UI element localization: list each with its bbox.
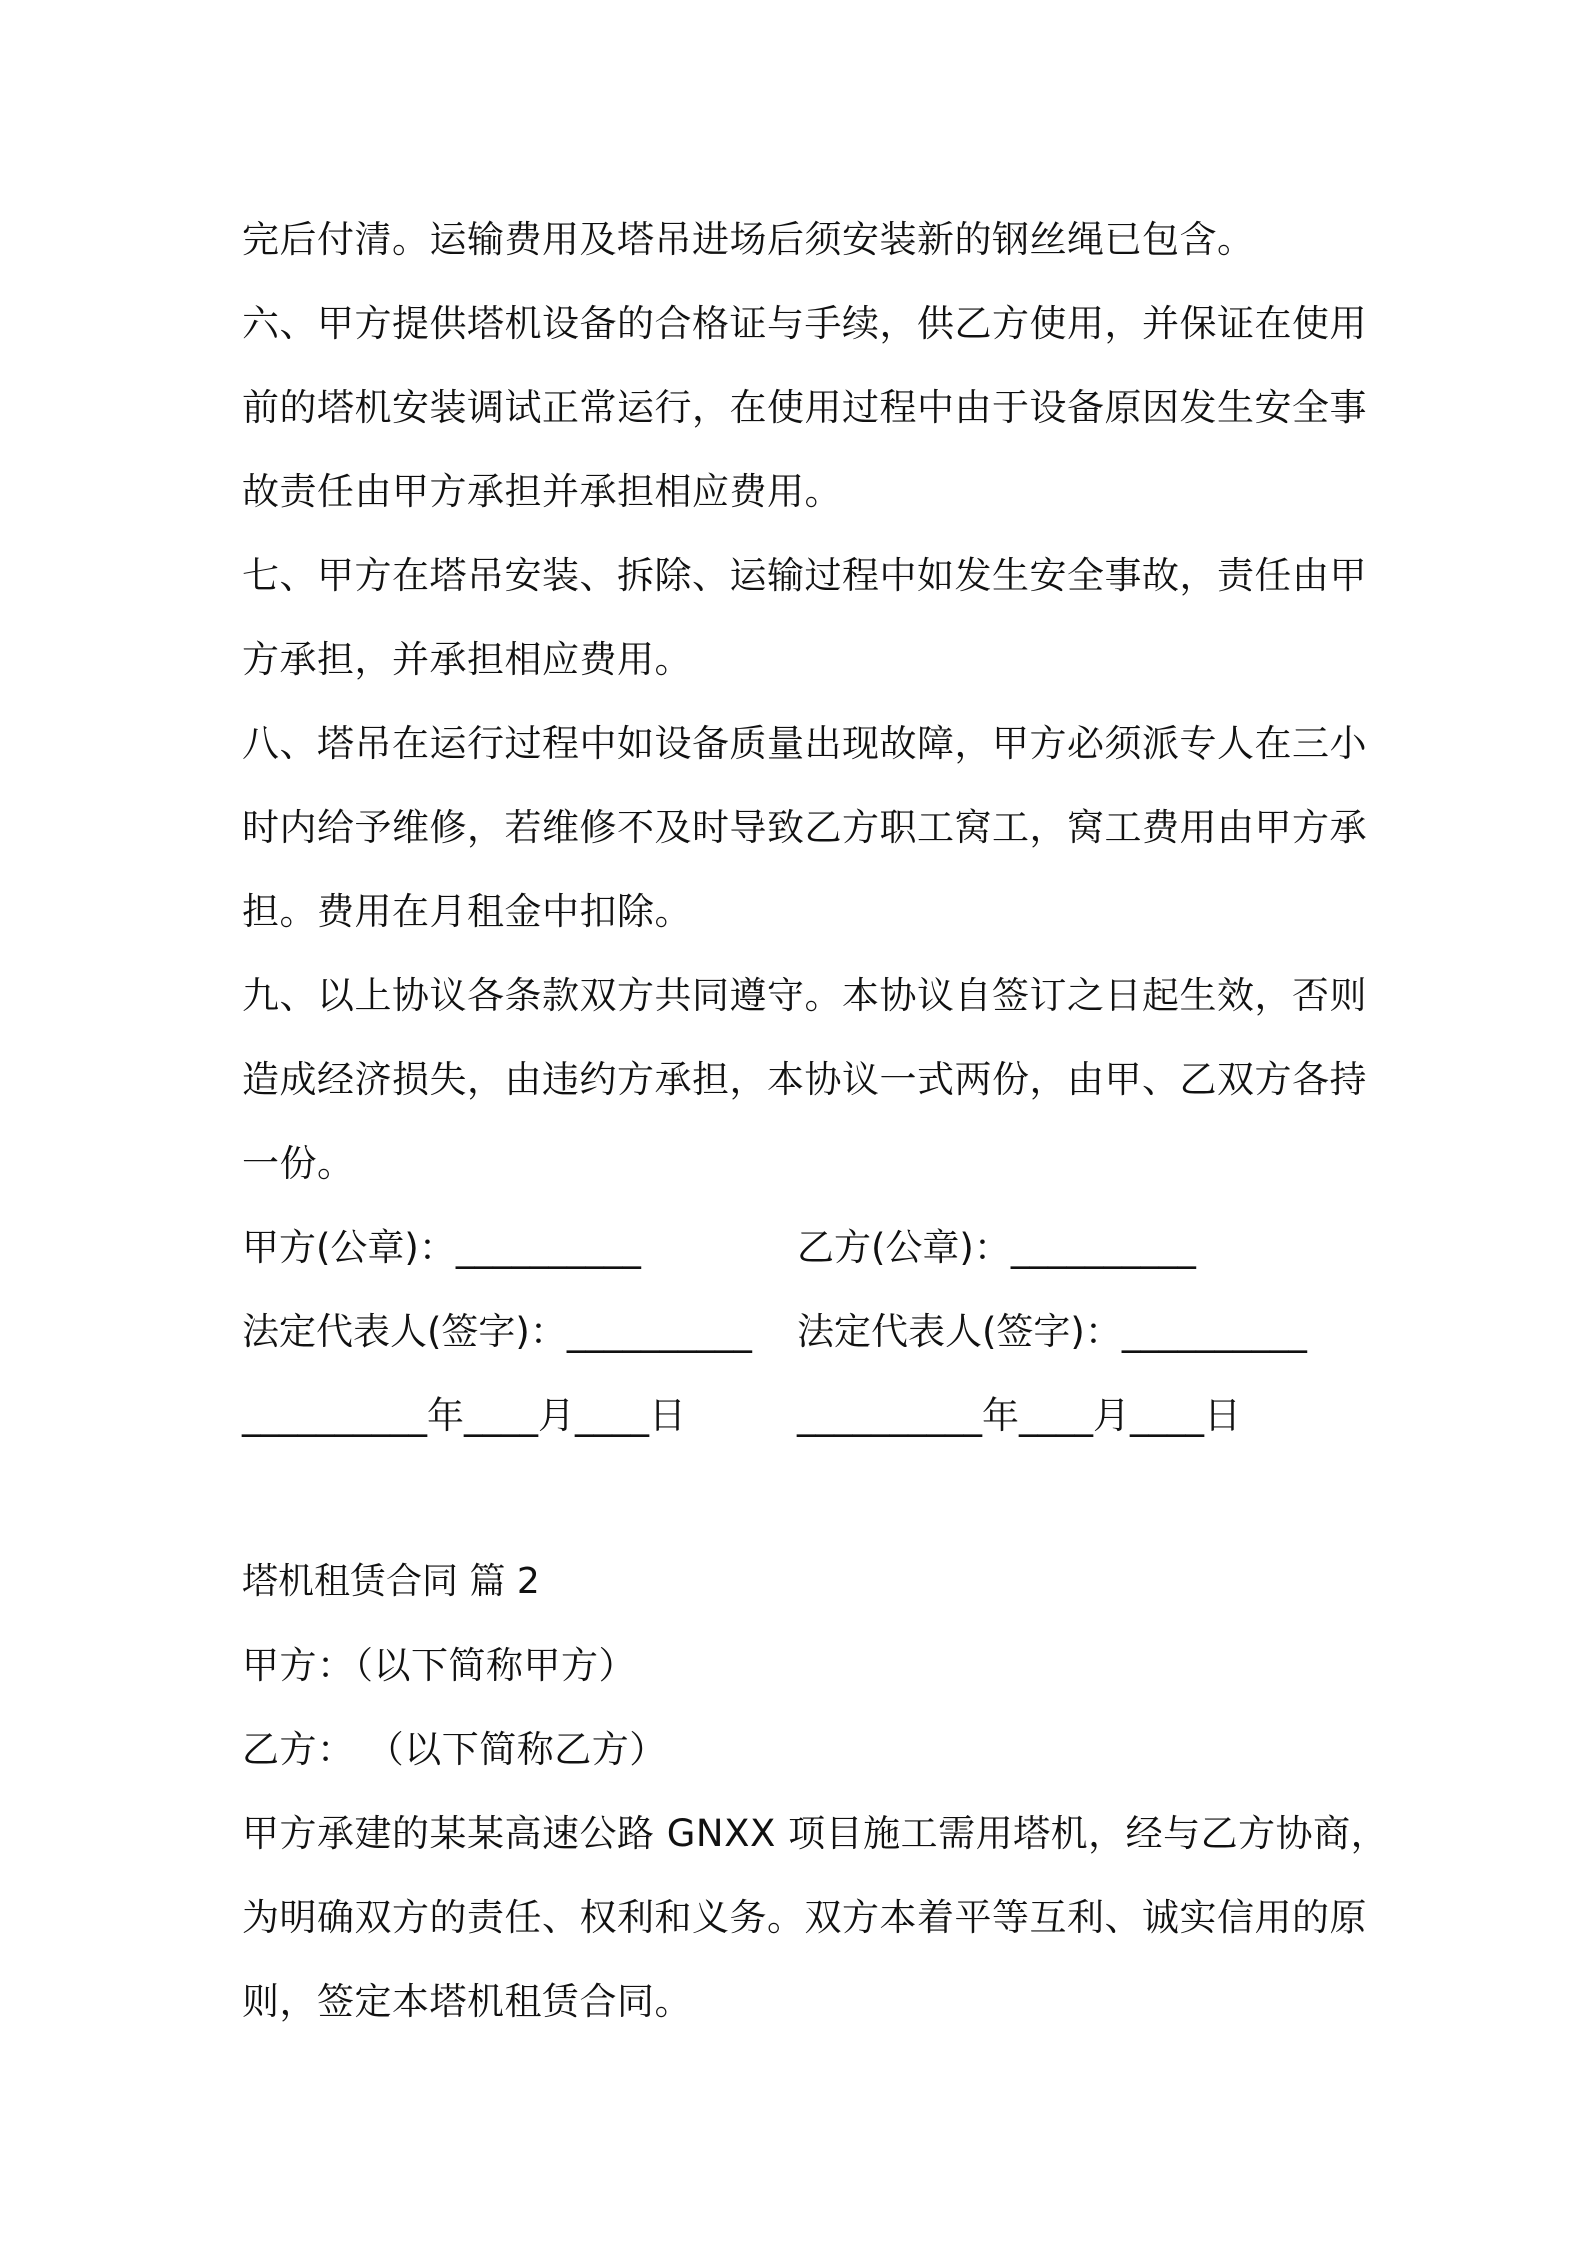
paragraph-line: 乙方： （以下简称乙方） <box>242 1728 667 1771</box>
party-a-date-field: __________年____月____日 <box>242 1394 686 1437</box>
paragraph-line: 造成经济损失，由违约方承担，本协议一式两份，由甲、乙双方各持 <box>242 1058 1367 1101</box>
party-b-seal-field: 乙方(公章)：__________ <box>797 1226 1196 1269</box>
party-b-representative-field: 法定代表人(签字)：__________ <box>797 1310 1307 1353</box>
signature-row-date <box>242 1374 1352 1458</box>
paragraph-line: 则，签定本塔机租赁合同。 <box>242 1980 692 2023</box>
party-b-date-field: __________年____月____日 <box>797 1394 1241 1437</box>
paragraph-line: 方承担，并承担相应费用。 <box>242 638 692 681</box>
document-body <box>242 198 1389 2044</box>
section-spacer <box>242 1458 1352 1540</box>
paragraph-line: 六、甲方提供塔机设备的合格证与手续，供乙方使用，并保证在使用 <box>242 302 1367 345</box>
paragraph-line: 甲方承建的某某高速公路 GNXX 项目施工需用塔机，经与乙方协商， <box>242 1812 1389 1855</box>
paragraph-line: 故责任由甲方承担并承担相应费用。 <box>242 470 842 513</box>
paragraph-line: 时内给予维修，若维修不及时导致乙方职工窝工，窝工费用由甲方承 <box>242 806 1367 849</box>
signature-row-representative <box>242 1290 1352 1374</box>
paragraph-line: 一份。 <box>242 1142 355 1185</box>
party-a-representative-field: 法定代表人(签字)：__________ <box>242 1310 752 1353</box>
paragraph-line: 完后付清。运输费用及塔吊进场后须安装新的钢丝绳已包含。 <box>242 218 1255 261</box>
paragraph-line: 八、塔吊在运行过程中如设备质量出现故障，甲方必须派专人在三小 <box>242 722 1367 765</box>
paragraph-line: 七、甲方在塔吊安装、拆除、运输过程中如发生安全事故，责任由甲 <box>242 554 1367 597</box>
paragraph-line: 甲方：（以下简称甲方） <box>242 1644 636 1687</box>
paragraph-line: 九、以上协议各条款双方共同遵守。本协议自签订之日起生效，否则 <box>242 974 1367 1017</box>
section-title: 塔机租赁合同 篇 2 <box>242 1561 540 1602</box>
paragraph-line: 担。费用在月租金中扣除。 <box>242 890 692 933</box>
paragraph-line: 为明确双方的责任、权利和义务。双方本着平等互利、诚实信用的原 <box>242 1896 1367 1939</box>
party-a-seal-field: 甲方(公章)：__________ <box>242 1226 641 1269</box>
paragraph-line: 前的塔机安装调试正常运行，在使用过程中由于设备原因发生安全事 <box>242 386 1367 429</box>
signature-row-seal <box>242 1206 1352 1290</box>
